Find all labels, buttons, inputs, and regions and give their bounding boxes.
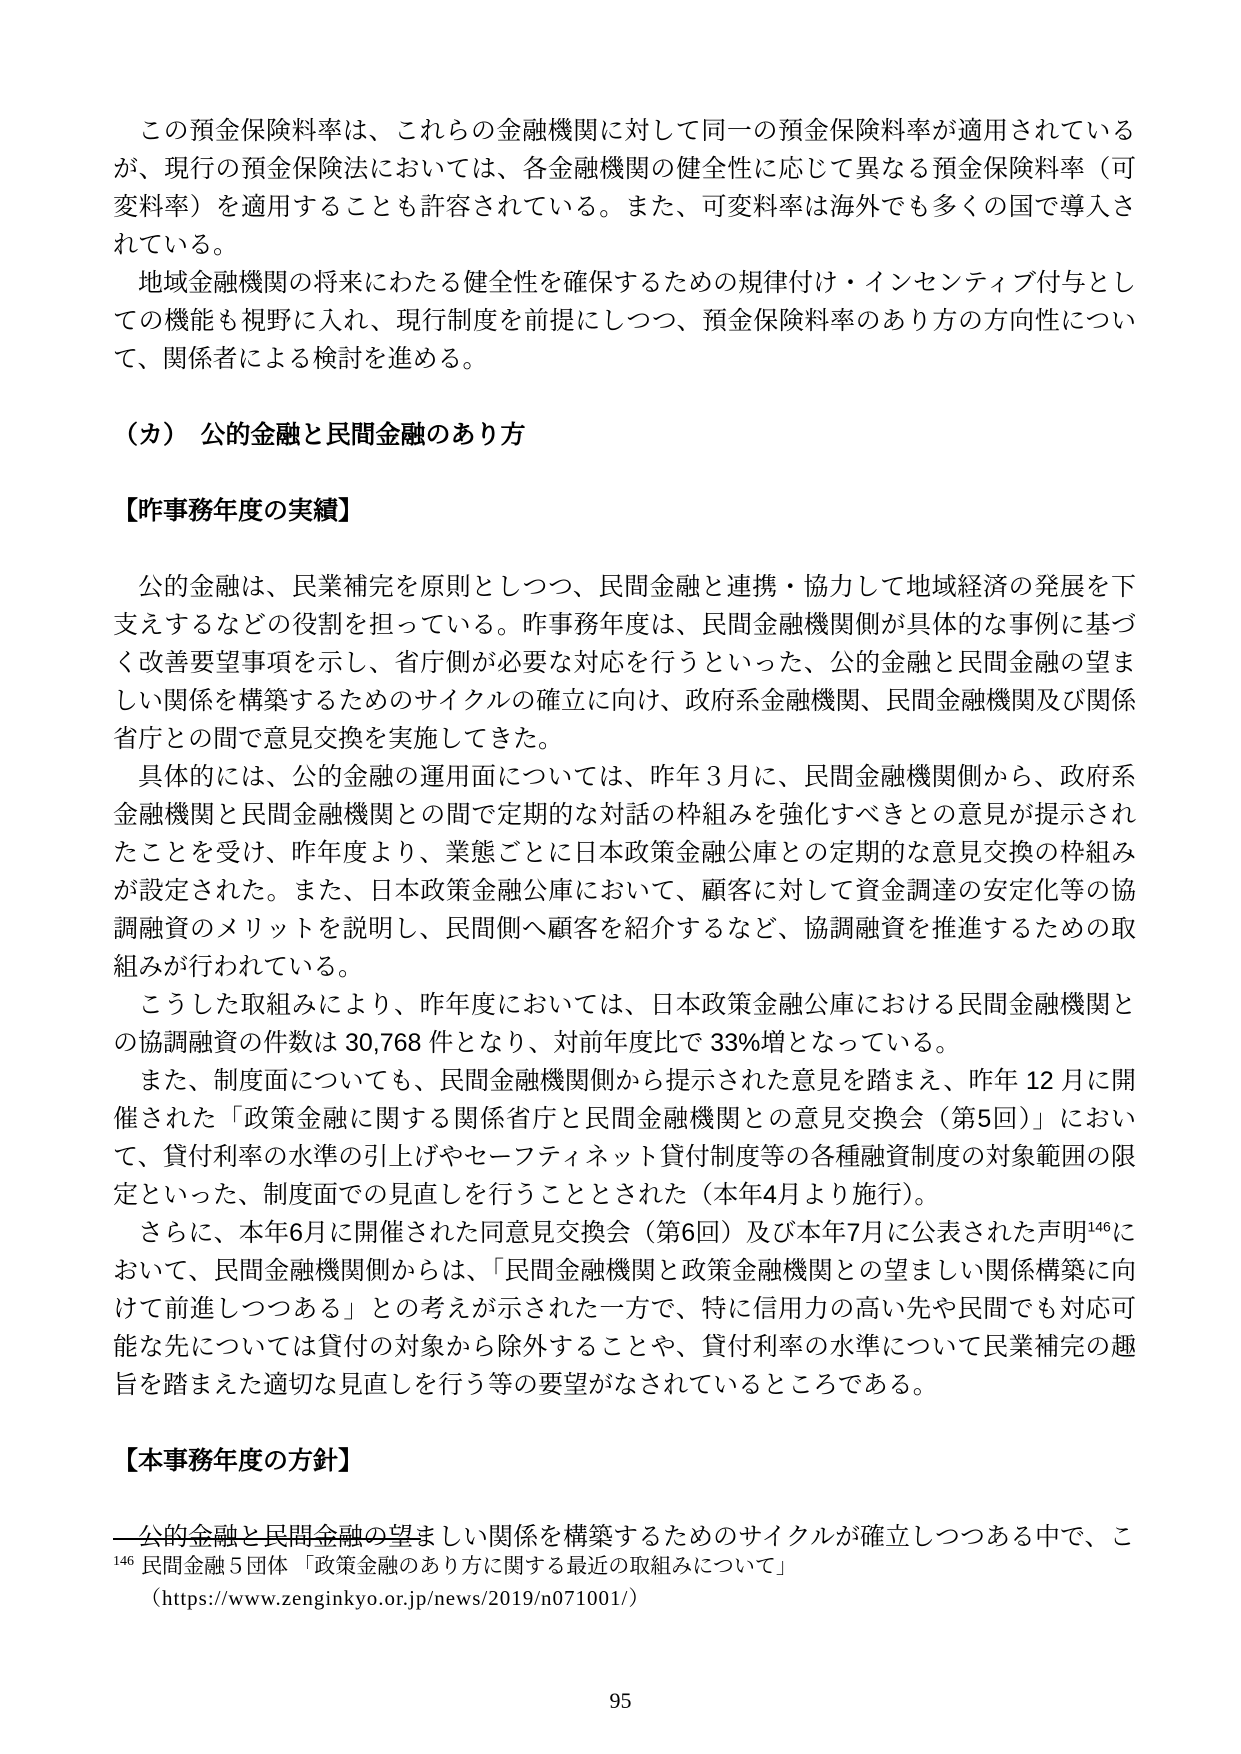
paragraph-syndicated-loan-count: こうした取組みにより、昨年度においては、日本政策金融公庫における民間金融機関との協調融資の件数は 30,768 件となり、対前年度比で 33%増となっている。 — [113, 991, 1136, 1057]
paragraph-deposit-insurance-rate: この預金保険料率は、これらの金融機関に対して同一の預金保険料率が適用されているが、現行の預金保険法においては、各金融機関の健全性に応じて異なる預金保険料率（可変料率）を適用することも許容されている。また、可変料率は海外でも多くの国で導入されている。 — [113, 117, 1136, 259]
section-heading-public-private-finance: （カ） 公的金融と民間金融のあり方 — [113, 421, 526, 449]
document-body — [113, 112, 1136, 1556]
footnote-separator-rule — [113, 1538, 421, 1540]
footnote-marker: 146 — [113, 1554, 134, 1569]
footnote-url: （https://www.zenginkyo.or.jp/news/2019/n071001/） — [140, 1586, 651, 1610]
paragraph-public-finance-role: 公的金融は、民業補完を原則としつつ、民間金融と連携・協力して地域経済の発展を下支えするなどの役割を担っている。昨事務年度は、民間金融機関側が具体的な事例に基づく改善要望事項を示し、省庁側が必要な対応を行うといった、公的金融と民間金融の望ましい関係を構築するためのサイクルの確立に向け、政府系金融機関、民間金融機関及び関係省庁との間で意見交換を実施してきた。 — [113, 573, 1136, 753]
footnote-reference-146: 146 — [1087, 1218, 1111, 1235]
footnote-146 — [113, 1550, 1136, 1614]
subsection-heading-last-year-results: 【昨事務年度の実績】 — [113, 497, 364, 525]
paragraph-regional-institutions: 地域金融機関の将来にわたる健全性を確保するための規律付け・インセンティブ付与としての機能も視野に入れ、現行制度を前提にしつつ、預金保険料率のあり方の方向性について、関係者による検討を進める。 — [113, 269, 1137, 373]
page-number: 95 — [609, 1688, 632, 1713]
subsection-heading-this-year-policy: 【本事務年度の方針】 — [113, 1447, 364, 1475]
paragraph-dialogue-framework: 具体的には、公的金融の運用面については、昨年３月に、民間金融機関側から、政府系金融機関と民間金融機関との間で定期的な対話の枠組みを強化すべきとの意見が提示されたことを受け、昨年度より、業態ごとに日本政策金融公庫との定期的な意見交換の枠組みが設定された。また、日本政策金融公庫において、顧客に対して資金調達の安定化等の協調融資のメリットを説明し、民間側へ顧客を紹介するなど、協調融資を推進するための取組みが行われている。 — [113, 763, 1136, 981]
statement-text-before-ref: さらに、本年6月に開催された同意見交換会（第6回）及び本年7月に公表された声明 — [138, 1219, 1088, 1247]
paragraph-policy-intro: 公的金融と民間金融の望ましい関係を構築するためのサイクルが確立しつつある中で、こ — [138, 1523, 1135, 1551]
paragraph-system-review: また、制度面についても、民間金融機関側から提示された意見を踏まえ、昨年 12 月に開催された「政策金融に関する関係省庁と民間金融機関との意見交換会（第5回）」において、貸付利率の水準の引上げやセーフティネット貸付制度等の各種融資制度の対象範囲の限定といった、制度面での見直しを行うこととされた（本年4月より施行）。 — [113, 1067, 1136, 1209]
statement-text-after-ref: において、民間金融機関側からは、「民間金融機関と政策金融機関との望ましい関係構築に向けて前進しつつある」との考えが示された一方で、特に信用力の高い先や民間でも対応可能な先については貸付の対象から除外することや、貸付利率の水準について民業補完の趣旨を踏まえた適切な見直しを行う等の要望がなされているところである。 — [113, 1219, 1136, 1399]
footnote-area — [113, 1538, 1136, 1614]
paragraph-statement-with-footnote — [113, 1214, 1136, 1404]
footnote-source-text: 民間金融５団体 「政策金融のあり方に関する最近の取組みについて」 — [141, 1554, 797, 1578]
